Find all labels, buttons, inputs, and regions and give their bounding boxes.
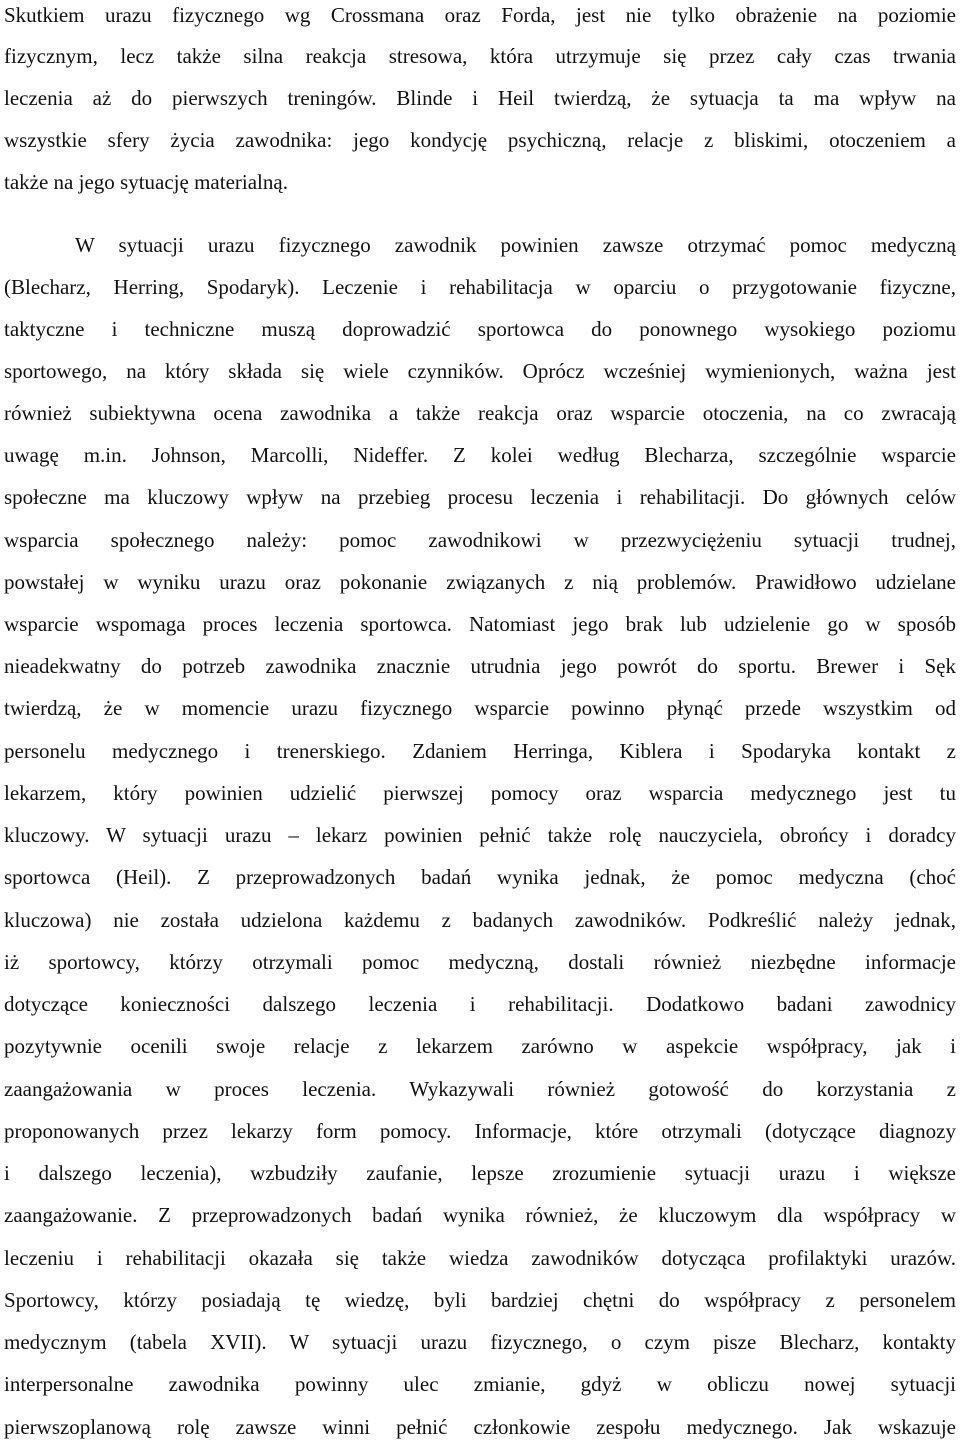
text-line: Sportowcy, którzy posiadają tę wiedzę, byli bardziej chętni do współpracy z personelem <box>4 1288 956 1312</box>
text-line: Skutkiem urazu fizycznego wg Crossmana oraz Forda, jest nie tylko obrażenie na poziomie <box>4 3 956 27</box>
text-line: kluczowy. W sytuacji urazu – lekarz powinien pełnić także rolę nauczyciela, obrońcy i doradcy <box>4 823 956 847</box>
text-line: iż sportowcy, którzy otrzymali pomoc medyczną, dostali również niezbędne informacje <box>4 950 956 974</box>
text-line: i dalszego leczenia), wzbudziły zaufanie, lepsze zrozumienie sytuacji urazu i większe <box>4 1161 956 1185</box>
text-line: taktyczne i techniczne muszą doprowadzić sportowca do ponownego wysokiego poziomu <box>4 317 956 341</box>
text-line: społeczne ma kluczowy wpływ na przebieg procesu leczenia i rehabilitacji. Do głównych celów <box>4 485 956 509</box>
text-line: interpersonalne zawodnika powinny ulec zmianie, gdyż w obliczu nowej sytuacji <box>4 1372 956 1396</box>
text-line: sportowego, na który składa się wiele czynników. Oprócz wcześniej wymienionych, ważna jest <box>4 359 956 383</box>
text-line: pozytywnie ocenili swoje relacje z lekarzem zarówno w aspekcie współpracy, jak i <box>4 1034 956 1058</box>
text-line: wsparcia społecznego należy: pomoc zawodnikowi w przezwyciężeniu sytuacji trudnej, <box>4 528 956 552</box>
text-line: także na jego sytuację materialną. <box>4 170 288 194</box>
text-line: również subiektywna ocena zawodnika a także reakcja oraz wsparcie otoczenia, na co zwracają <box>4 401 956 425</box>
text-line: zaangażowanie. Z przeprowadzonych badań wynika również, że kluczowym dla współpracy w <box>4 1203 956 1227</box>
text-line: wsparcie wspomaga proces leczenia sportowca. Natomiast jego brak lub udzielenie go w sposób <box>4 612 956 636</box>
text-line: proponowanych przez lekarzy form pomocy. Informacje, które otrzymali (dotyczące diagnozy <box>4 1119 956 1143</box>
text-line: W sytuacji urazu fizycznego zawodnik powinien zawsze otrzymać pomoc medyczną <box>75 233 956 257</box>
text-line: wszystkie sfery życia zawodnika: jego kondycję psychiczną, relacje z bliskimi, otoczeniem a <box>4 128 956 152</box>
text-line: dotyczące konieczności dalszego leczenia i rehabilitacji. Dodatkowo badani zawodnicy <box>4 992 956 1016</box>
text-line: powstałej w wyniku urazu oraz pokonanie związanych z nią problemów. Prawidłowo udzielane <box>4 570 956 594</box>
text-line: personelu medycznego i trenerskiego. Zdaniem Herringa, Kiblera i Spodaryka kontakt z <box>4 739 956 763</box>
text-line: zaangażowania w proces leczenia. Wykazywali również gotowość do korzystania z <box>4 1077 956 1101</box>
text-line: uwagę m.in. Johnson, Marcolli, Nideffer. Z kolei według Blecharza, szczególnie wsparcie <box>4 443 956 467</box>
text-line: kluczowa) nie została udzielona każdemu z badanych zawodników. Podkreślić należy jednak, <box>4 908 956 932</box>
text-line: fizycznym, lecz także silna reakcja stresowa, która utrzymuje się przez cały czas trwania <box>4 44 956 68</box>
text-line: lekarzem, który powinien udzielić pierwszej pomocy oraz wsparcia medycznego jest tu <box>4 781 956 805</box>
text-line: (Blecharz, Herring, Spodaryk). Leczenie i rehabilitacja w oparciu o przygotowanie fizyczne, <box>4 275 956 299</box>
text-line: leczeniu i rehabilitacji okazała się także wiedza zawodników dotycząca profilaktyki urazów. <box>4 1246 956 1270</box>
text-line: twierdzą, że w momencie urazu fizycznego wsparcie powinno płynąć przede wszystkim od <box>4 696 956 720</box>
text-line: sportowca (Heil). Z przeprowadzonych badań wynika jednak, że pomoc medyczna (choć <box>4 865 956 889</box>
text-line: nieadekwatny do potrzeb zawodnika znacznie utrudnia jego powrót do sportu. Brewer i Sęk <box>4 654 956 678</box>
text-line: leczenia aż do pierwszych treningów. Blinde i Heil twierdzą, że sytuacja ta ma wpływ na <box>4 86 956 110</box>
text-line: medycznym (tabela XVII). W sytuacji urazu fizycznego, o czym pisze Blecharz, kontakty <box>4 1330 956 1354</box>
text-line: pierwszoplanową rolę zawsze winni pełnić członkowie zespołu medycznego. Jak wskazuje <box>4 1415 956 1439</box>
